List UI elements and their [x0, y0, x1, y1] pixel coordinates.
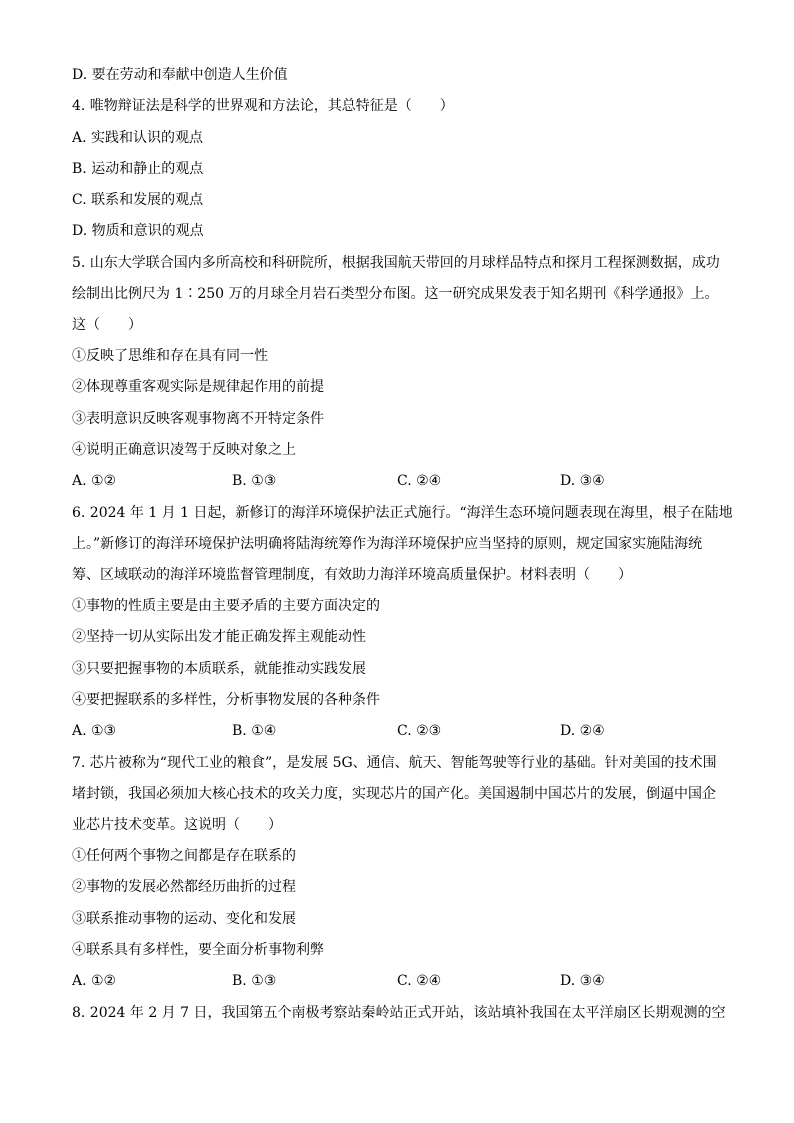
q5-options	[72, 471, 732, 491]
q5-statement-3: ③表明意识反映客观事物离不开特定条件	[72, 411, 324, 427]
q6-statement-3: ③只要把握事物的本质联系，就能推动实践发展	[72, 661, 366, 677]
q5-stem-line-1: 5. 山东大学联合国内多所高校和科研院所，根据我国航天带回的月球样品特点和探月工程探测数据，成功	[72, 255, 720, 271]
q6-option-d: D. ②④	[560, 723, 605, 739]
q6-statement-4: ④要把握联系的多样性，分析事物发展的各种条件	[72, 692, 380, 708]
q6-stem-line-2: 上。”新修订的海洋环境保护法明确将陆海统筹作为海洋环境保护应当坚持的原则，规定国家实施陆海统	[72, 536, 703, 552]
q7-statement-2: ②事物的发展必然都经历曲折的过程	[72, 879, 296, 895]
q7-option-a: A. ①②	[72, 973, 117, 989]
q5-statement-2: ②体现尊重客观实际是规律起作用的前提	[72, 379, 324, 395]
q7-option-b: B. ①③	[232, 973, 277, 989]
q7-statement-3: ③联系推动事物的运动、变化和发展	[72, 911, 296, 927]
q6-options	[72, 721, 732, 741]
q5-option-a: A. ①②	[72, 473, 117, 489]
q6-option-b: B. ①④	[232, 723, 277, 739]
q7-stem-line-3: 业芯片技术变革。这说明（ ）	[72, 817, 282, 833]
q5-option-c: C. ②④	[397, 473, 442, 489]
q5-stem-line-3: 这（ ）	[72, 317, 142, 333]
q5-stem-line-2: 绘制出比例尺为 1∶250 万的月球全月岩石类型分布图。这一研究成果发表于知名期刊《科学通报》上。	[72, 286, 719, 302]
q6-statement-1: ①事物的性质主要是由主要矛盾的主要方面决定的	[72, 598, 380, 614]
q5-option-d: D. ③④	[560, 473, 605, 489]
q6-option-c: C. ②③	[397, 723, 442, 739]
q7-stem-line-1: 7. 芯片被称为“现代工业的粮食”，是发展 5G、通信、航天、智能驾驶等行业的基础。针对美国的技术围	[72, 755, 717, 771]
q4-option-d: D. 物质和意识的观点	[72, 223, 204, 239]
q6-stem-line-3: 筹、区域联动的海洋环境监督管理制度，有效助力海洋环境高质量保护。材料表明（ ）	[72, 567, 632, 583]
q7-statement-1: ①任何两个事物之间都是存在联系的	[72, 848, 296, 864]
q8-stem-line-1: 8. 2024 年 2 月 7 日，我国第五个南极考察站秦岭站正式开站，该站填补我国在太平洋扇区长期观测的空	[72, 1005, 726, 1021]
q7-statement-4: ④联系具有多样性，要全面分析事物利弊	[72, 942, 324, 958]
q7-option-d: D. ③④	[560, 973, 605, 989]
q5-option-b: B. ①③	[232, 473, 277, 489]
q6-stem-line-1: 6. 2024 年 1 月 1 日起，新修订的海洋环境保护法正式施行。“海洋生态环境问题表现在海里，根子在陆地	[72, 505, 733, 521]
q4-option-c: C. 联系和发展的观点	[72, 192, 204, 208]
q6-statement-2: ②坚持一切从实际出发才能正确发挥主观能动性	[72, 629, 366, 645]
q5-statement-1: ①反映了思维和存在具有同一性	[72, 348, 268, 364]
q7-option-c: C. ②④	[397, 973, 442, 989]
q3-option-d: D. 要在劳动和奉献中创造人生价值	[72, 67, 288, 83]
q4-option-a: A. 实践和认识的观点	[72, 130, 204, 146]
q7-stem-line-2: 堵封锁，我国必须加大核心技术的攻关力度，实现芯片的国产化。美国遏制中国芯片的发展，倒逼中国企	[72, 786, 716, 802]
q5-statement-4: ④说明正确意识凌驾于反映对象之上	[72, 442, 296, 458]
q6-option-a: A. ①③	[72, 723, 117, 739]
q4-option-b: B. 运动和静止的观点	[72, 161, 204, 177]
q7-options	[72, 971, 732, 991]
q4-stem: 4. 唯物辩证法是科学的世界观和方法论，其总特征是（ ）	[72, 98, 454, 114]
